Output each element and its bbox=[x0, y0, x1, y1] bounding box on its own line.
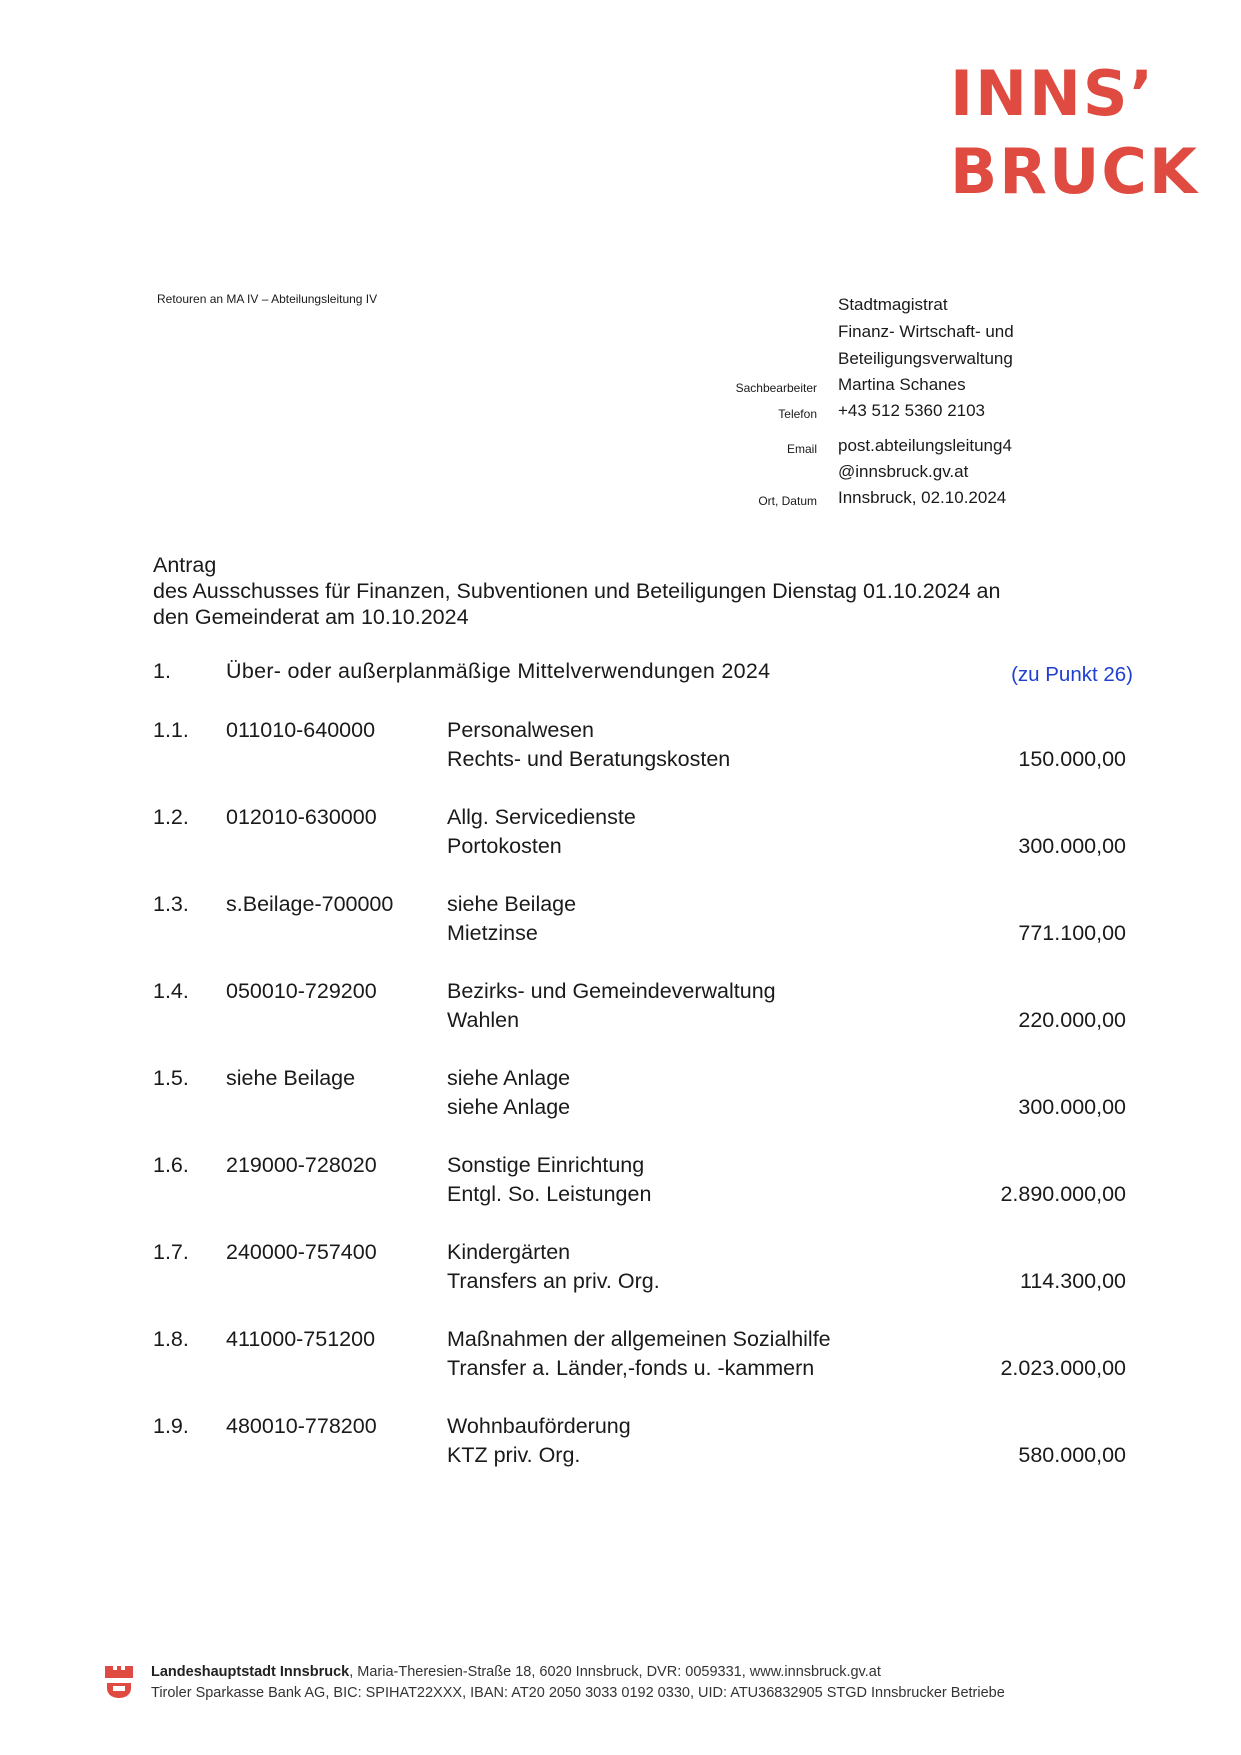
logo-line-1: INNS’ bbox=[950, 57, 1156, 130]
item-description: Maßnahmen der allgemeinen Sozialhilfe bbox=[447, 1327, 831, 1351]
item-number: 1.7. bbox=[153, 1240, 189, 1264]
antrag-line-3: den Gemeinderat am 10.10.2024 bbox=[153, 605, 469, 629]
item-subdescription: Wahlen bbox=[447, 1008, 520, 1032]
telefon-value: +43 512 5360 2103 bbox=[838, 401, 986, 420]
item-description: Kindergärten bbox=[447, 1240, 571, 1264]
footer-org-name: Landeshauptstadt Innsbruck bbox=[151, 1664, 350, 1680]
item-account: s.Beilage-700000 bbox=[226, 892, 394, 916]
item-number: 1.6. bbox=[153, 1153, 189, 1177]
innsbruck-logo bbox=[950, 55, 1199, 211]
city-emblem-icon bbox=[104, 1664, 134, 1700]
item-description: siehe Anlage bbox=[447, 1066, 571, 1090]
item-subdescription: KTZ priv. Org. bbox=[447, 1443, 581, 1467]
list-item bbox=[153, 716, 1133, 803]
section-heading bbox=[153, 659, 1133, 689]
sachbearbeiter-label: Sachbearbeiter bbox=[735, 381, 817, 395]
item-number: 1.5. bbox=[153, 1066, 189, 1090]
office-line-2: Finanz- Wirtschaft- und bbox=[838, 322, 1014, 341]
return-address: Retouren an MA IV – Abteilungsleitung IV bbox=[157, 292, 378, 306]
footer-line-1 bbox=[151, 1662, 1005, 1683]
item-account: 011010-640000 bbox=[226, 718, 376, 742]
list-item bbox=[153, 1238, 1133, 1325]
section-reference: (zu Punkt 26) bbox=[1011, 663, 1133, 686]
list-item bbox=[153, 977, 1133, 1064]
item-description: Sonstige Einrichtung bbox=[447, 1153, 645, 1177]
email-label: Email bbox=[786, 442, 817, 456]
footer-line-2: Tiroler Sparkasse Bank AG, BIC: SPIHAT22XXX, IBAN: AT20 2050 3033 0192 0330, UID: ATU36832905 STGD Innsbrucker Betriebe bbox=[151, 1685, 1005, 1701]
list-item bbox=[153, 1151, 1133, 1238]
list-item bbox=[153, 890, 1133, 977]
item-subdescription: Transfers an priv. Org. bbox=[447, 1269, 660, 1293]
item-subdescription: Mietzinse bbox=[447, 921, 538, 945]
list-item bbox=[153, 1412, 1133, 1499]
item-number: 1.1. bbox=[153, 718, 189, 742]
item-description: Bezirks- und Gemeindeverwaltung bbox=[447, 979, 776, 1003]
antrag-line-2: des Ausschusses für Finanzen, Subventionen und Beteiligungen Dienstag 01.10.2024 an bbox=[153, 579, 1001, 603]
item-list bbox=[153, 716, 1133, 1499]
item-account: 012010-630000 bbox=[226, 805, 377, 829]
item-subdescription: Rechts- und Beratungskosten bbox=[447, 747, 731, 771]
item-account: 480010-778200 bbox=[226, 1414, 377, 1438]
ort-datum-label: Ort, Datum bbox=[758, 494, 817, 508]
section-number: 1. bbox=[153, 659, 171, 683]
list-item bbox=[153, 1325, 1133, 1412]
sachbearbeiter-value: Martina Schanes bbox=[838, 375, 966, 394]
item-description: siehe Beilage bbox=[447, 892, 577, 916]
item-number: 1.9. bbox=[153, 1414, 189, 1438]
telefon-label: Telefon bbox=[778, 407, 817, 421]
item-account: 050010-729200 bbox=[226, 979, 377, 1003]
office-line-3: Beteiligungsverwaltung bbox=[838, 349, 1013, 368]
footer bbox=[104, 1662, 1104, 1712]
list-item bbox=[153, 1064, 1133, 1151]
ort-datum-value: Innsbruck, 02.10.2024 bbox=[838, 488, 1007, 507]
list-item bbox=[153, 803, 1133, 890]
item-description: Wohnbauförderung bbox=[447, 1414, 631, 1438]
item-description: Allg. Servicedienste bbox=[447, 805, 636, 829]
item-subdescription: Entgl. So. Leistungen bbox=[447, 1182, 652, 1206]
item-amount: 771.100,00 bbox=[1018, 921, 1126, 945]
item-amount: 2.890.000,00 bbox=[1000, 1182, 1126, 1206]
antrag-line-1: Antrag bbox=[153, 553, 217, 577]
item-amount: 114.300,00 bbox=[1019, 1269, 1126, 1293]
email-value-line-1: post.abteilungsleitung4 bbox=[838, 436, 1012, 455]
item-number: 1.2. bbox=[153, 805, 189, 829]
item-number: 1.4. bbox=[153, 979, 189, 1003]
item-subdescription: Portokosten bbox=[447, 834, 562, 858]
item-subdescription: siehe Anlage bbox=[447, 1095, 571, 1119]
item-number: 1.3. bbox=[153, 892, 189, 916]
office-line-1: Stadtmagistrat bbox=[838, 295, 948, 314]
section-title: Über- oder außerplanmäßige Mittelverwendungen 2024 bbox=[226, 659, 771, 683]
antrag-heading bbox=[153, 552, 1153, 630]
item-amount: 2.023.000,00 bbox=[1000, 1356, 1126, 1380]
item-number: 1.8. bbox=[153, 1327, 189, 1351]
item-account: 219000-728020 bbox=[226, 1153, 377, 1177]
logo-line-2: BRUCK bbox=[950, 135, 1199, 208]
item-amount: 300.000,00 bbox=[1018, 1095, 1126, 1119]
item-account: 411000-751200 bbox=[226, 1327, 376, 1351]
item-account: siehe Beilage bbox=[226, 1066, 356, 1090]
item-subdescription: Transfer a. Länder,-fonds u. -kammern bbox=[447, 1356, 815, 1380]
email-value-line-2: @innsbruck.gv.at bbox=[838, 462, 969, 481]
item-account: 240000-757400 bbox=[226, 1240, 377, 1264]
item-amount: 580.000,00 bbox=[1018, 1443, 1126, 1467]
footer-address: , Maria-Theresien-Straße 18, 6020 Innsbruck, DVR: 0059331, www.innsbruck.gv.at bbox=[349, 1664, 881, 1680]
item-description: Personalwesen bbox=[447, 718, 595, 742]
item-amount: 300.000,00 bbox=[1018, 834, 1126, 858]
item-amount: 150.000,00 bbox=[1018, 747, 1126, 771]
item-amount: 220.000,00 bbox=[1018, 1008, 1126, 1032]
